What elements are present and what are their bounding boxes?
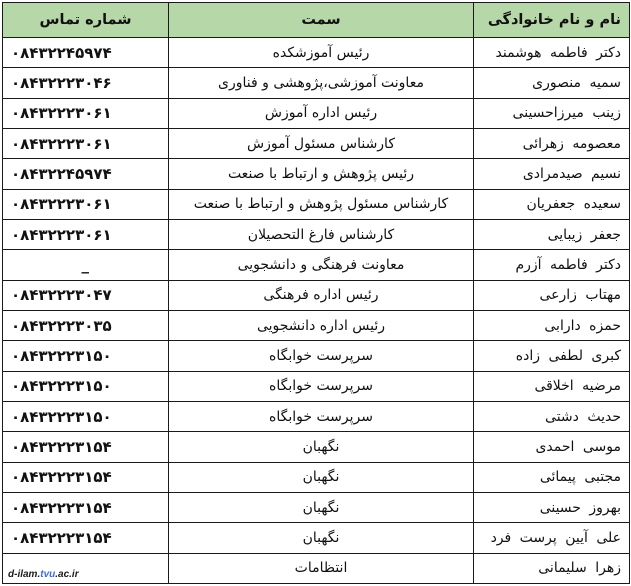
table-row xyxy=(3,38,630,68)
cell-phone: _ xyxy=(3,250,169,280)
cell-name: مرضیه اخلاقی xyxy=(474,371,630,401)
cell-position: کارشناس مسئول پژوهش و ارتباط با صنعت xyxy=(169,189,474,219)
cell-name: مجتبی پیمائی xyxy=(474,462,630,492)
table-row xyxy=(3,219,630,249)
cell-phone: ۰۸۴۳۲۲۲۳۱۵۴ xyxy=(3,462,169,492)
cell-phone: ۰۸۴۳۲۲۲۳۰۶۱ xyxy=(3,98,169,128)
cell-name: دکتر فاطمه آزرم xyxy=(474,250,630,280)
cell-phone: ۰۸۴۳۲۲۲۳۱۵۰ xyxy=(3,371,169,401)
table-row xyxy=(3,523,630,553)
cell-position: کارشناس مسئول آموزش xyxy=(169,128,474,158)
cell-position: معاونت آموزشی،پژوهشی و فناوری xyxy=(169,68,474,98)
table-row xyxy=(3,432,630,462)
cell-name: حمزه دارابی xyxy=(474,310,630,340)
cell-phone: ۰۸۴۳۲۲۲۳۰۶۱ xyxy=(3,189,169,219)
cell-position: نگهبان xyxy=(169,492,474,522)
table-row xyxy=(3,189,630,219)
cell-phone: ۰۸۴۳۲۲۲۳۰۴۶ xyxy=(3,68,169,98)
cell-phone: ۰۸۴۳۲۲۲۳۰۴۷ xyxy=(3,280,169,310)
cell-position: انتظامات xyxy=(169,553,474,583)
table-row xyxy=(3,492,630,522)
cell-name: سعیده جعفریان xyxy=(474,189,630,219)
cell-position: رئیس آموزشکده xyxy=(169,38,474,68)
cell-name: زهرا سلیمانی xyxy=(474,553,630,583)
table-row xyxy=(3,401,630,431)
cell-position: کارشناس فارغ التحصیلان xyxy=(169,219,474,249)
cell-phone: ۰۸۴۳۲۲۲۳۱۵۰ xyxy=(3,401,169,431)
cell-name: موسی احمدی xyxy=(474,432,630,462)
header-phone: شماره تماس xyxy=(3,3,169,38)
cell-phone: ۰۸۴۳۲۲۴۵۹۷۴ xyxy=(3,159,169,189)
table-row xyxy=(3,98,630,128)
cell-phone: ۰۸۴۳۲۲۲۳۱۵۴ xyxy=(3,492,169,522)
cell-phone: ۰۸۴۳۲۲۲۳۱۵۴ xyxy=(3,523,169,553)
table-header xyxy=(3,3,630,38)
cell-position: نگهبان xyxy=(169,432,474,462)
cell-name: بهروز حسینی xyxy=(474,492,630,522)
cell-position: رئیس اداره آموزش xyxy=(169,98,474,128)
cell-position: نگهبان xyxy=(169,523,474,553)
cell-name: مهتاب زارعی xyxy=(474,280,630,310)
table-row xyxy=(3,159,630,189)
staff-contact-table xyxy=(2,2,630,584)
table-row xyxy=(3,128,630,158)
cell-position: معاونت فرهنگی و دانشجویی xyxy=(169,250,474,280)
table-row xyxy=(3,68,630,98)
cell-position: رئیس اداره فرهنگی xyxy=(169,280,474,310)
table-row xyxy=(3,553,630,583)
cell-position: سرپرست خوابگاه xyxy=(169,371,474,401)
watermark-mid: tvu xyxy=(40,569,56,580)
cell-position: نگهبان xyxy=(169,462,474,492)
cell-phone: ۰۸۴۳۲۲۲۳۰۳۵ xyxy=(3,310,169,340)
watermark-right: .ac.ir xyxy=(55,569,79,580)
table-body xyxy=(3,38,630,584)
table-row xyxy=(3,310,630,340)
table-row xyxy=(3,371,630,401)
cell-position: رئیس اداره دانشجویی xyxy=(169,310,474,340)
cell-name: زینب میرزاحسینی xyxy=(474,98,630,128)
cell-phone: ۰۸۴۳۲۲۲۳۰۶۱ xyxy=(3,128,169,158)
cell-name: کبری لطفی زاده xyxy=(474,341,630,371)
cell-name: معصومه زهرائی xyxy=(474,128,630,158)
cell-name: سمیه منصوری xyxy=(474,68,630,98)
cell-phone: ۰۸۴۳۲۲۲۳۱۵۴ xyxy=(3,432,169,462)
header-position: سمت xyxy=(169,3,474,38)
cell-name: نسیم صیدمرادی xyxy=(474,159,630,189)
contact-table-container xyxy=(2,2,629,584)
table-row xyxy=(3,462,630,492)
cell-phone: ۰۸۴۳۲۲۴۵۹۷۴ xyxy=(3,38,169,68)
cell-phone: ۰۸۴۳۲۲۲۳۱۵۰ xyxy=(3,341,169,371)
cell-name: دکتر فاطمه هوشمند xyxy=(474,38,630,68)
cell-position: رئیس پژوهش و ارتباط با صنعت xyxy=(169,159,474,189)
header-row xyxy=(3,3,630,38)
cell-name: علی آیین پرست فرد xyxy=(474,523,630,553)
site-watermark xyxy=(6,569,81,580)
cell-name: جعفر زیبایی xyxy=(474,219,630,249)
table-row xyxy=(3,280,630,310)
table-row xyxy=(3,250,630,280)
cell-position: سرپرست خوابگاه xyxy=(169,341,474,371)
cell-name: حدیث دشتی xyxy=(474,401,630,431)
header-name: نام و نام خانوادگی xyxy=(474,3,630,38)
watermark-left: d-ilam. xyxy=(8,569,41,580)
cell-phone: ۰۸۴۳۲۲۲۳۰۶۱ xyxy=(3,219,169,249)
table-row xyxy=(3,341,630,371)
cell-position: سرپرست خوابگاه xyxy=(169,401,474,431)
